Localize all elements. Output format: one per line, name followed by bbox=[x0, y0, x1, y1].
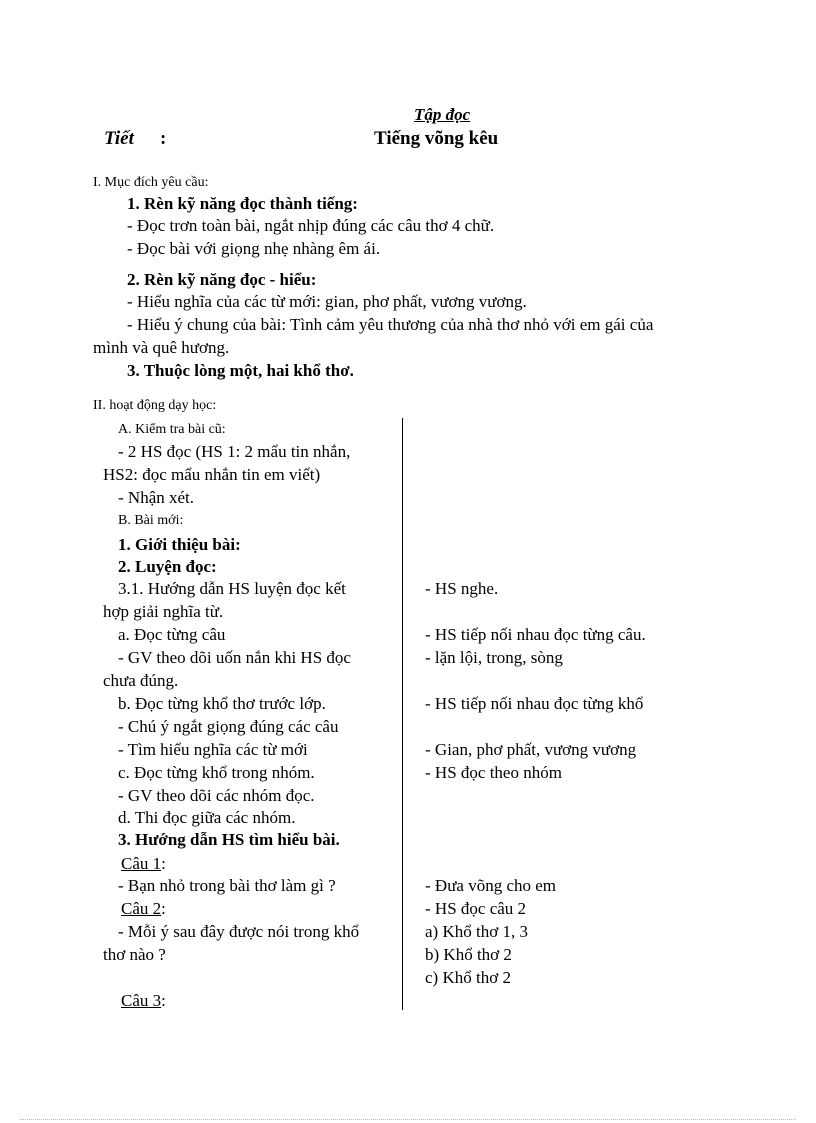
bai-moi-heading: B. Bài mới: bbox=[118, 513, 184, 528]
right-tu-moi: - Gian, phơ phất, vương vương bbox=[425, 740, 637, 759]
doc-tung-cau: a. Đọc từng câu bbox=[118, 625, 226, 644]
section1-item1-line2: - Đọc bài với giọng nhẹ nhàng êm ái. bbox=[127, 239, 381, 258]
cau3-label-text: Câu 3 bbox=[121, 991, 162, 1010]
kiem-tra-line1b: HS2: đọc mẩu nhắn tin em viết) bbox=[103, 465, 321, 484]
tim-hieu-bai: 3. Hướng dẫn HS tìm hiểu bài. bbox=[118, 830, 340, 849]
section1-item1-title: 1. Rèn kỹ năng đọc thành tiếng: bbox=[127, 194, 358, 213]
cau2-label bbox=[121, 898, 166, 920]
section2-heading: II. hoạt động dạy học: bbox=[93, 398, 217, 413]
right-doc-cau2: - HS đọc câu 2 bbox=[425, 899, 527, 918]
right-hs-tiep-noi-cau: - HS tiếp nối nhau đọc từng câu. bbox=[425, 625, 646, 644]
cau2-label-text: Câu 2 bbox=[121, 899, 162, 918]
gv-theo-doi-nhom: - GV theo dõi các nhóm đọc. bbox=[118, 786, 315, 805]
gv-theo-doi-line-b: chưa đúng. bbox=[103, 671, 179, 690]
right-answer-b: b) Khổ thơ 2 bbox=[425, 945, 512, 964]
subject-label: Tập đọc bbox=[414, 105, 471, 124]
cau2-colon: : bbox=[161, 899, 166, 918]
gioi-thieu-bai: 1. Giới thiệu bài: bbox=[118, 535, 241, 554]
tiet-label: Tiết bbox=[104, 128, 134, 149]
section1-item2-line2b: mình và quê hương. bbox=[93, 338, 230, 357]
tiet-colon: : bbox=[160, 128, 167, 149]
cau3-colon: : bbox=[161, 991, 166, 1010]
kiem-tra-line2: - Nhận xét. bbox=[118, 488, 195, 507]
right-dua-vong: - Đưa võng cho em bbox=[425, 876, 557, 895]
right-answer-c: c) Khổ thơ 2 bbox=[425, 968, 511, 987]
cau1-label-text: Câu 1 bbox=[121, 854, 162, 873]
doc-trong-nhom: c. Đọc từng khổ trong nhóm. bbox=[118, 763, 315, 782]
column-divider bbox=[402, 418, 403, 1010]
tim-hieu-tu-moi: - Tìm hiểu nghĩa các từ mới bbox=[118, 740, 308, 759]
cau2-question-a: - Mỗi ý sau đây được nói trong khổ bbox=[118, 922, 360, 941]
cau1-colon: : bbox=[161, 854, 166, 873]
doc-tung-kho: b. Đọc từng khổ thơ trước lớp. bbox=[118, 694, 326, 713]
right-tu-kho: - lặn lội, trong, sòng bbox=[425, 648, 563, 667]
page-bottom-rule bbox=[20, 1119, 796, 1120]
huong-dan-line-a: 3.1. Hướng dẫn HS luyện đọc kết bbox=[118, 579, 346, 598]
cau1-label bbox=[121, 853, 166, 875]
right-answer-a: a) Khổ thơ 1, 3 bbox=[425, 922, 528, 941]
chu-y-ngat-giong: - Chú ý ngắt giọng đúng các câu bbox=[118, 717, 339, 736]
section1-heading: I. Mục đích yêu cầu: bbox=[93, 175, 209, 190]
section1-item2-title: 2. Rèn kỹ năng đọc - hiểu: bbox=[127, 270, 317, 289]
right-hs-nghe: - HS nghe. bbox=[425, 579, 499, 598]
kiem-tra-line1a: - 2 HS đọc (HS 1: 2 mẩu tin nhắn, bbox=[118, 442, 351, 461]
page-title: Tiếng võng kêu bbox=[374, 128, 499, 149]
cau2-question-b: thơ nào ? bbox=[103, 945, 166, 964]
right-doc-theo-nhom: - HS đọc theo nhóm bbox=[425, 763, 562, 782]
thi-doc: d. Thi đọc giữa các nhóm. bbox=[118, 808, 296, 827]
section1-item2-line2a: - Hiểu ý chung của bài: Tình cảm yêu thương của nhà thơ nhỏ với em gái của bbox=[127, 315, 654, 334]
section1-item3-title: 3. Thuộc lòng một, hai khổ thơ. bbox=[127, 361, 354, 380]
cau1-question: - Bạn nhỏ trong bài thơ làm gì ? bbox=[118, 876, 336, 895]
section1-item2-line1: - Hiểu nghĩa của các từ mới: gian, phơ phất, vương vương. bbox=[127, 292, 527, 311]
section1-item1-line1: - Đọc trơn toàn bài, ngắt nhịp đúng các câu thơ 4 chữ. bbox=[127, 216, 495, 235]
huong-dan-line-b: hợp giải nghĩa từ. bbox=[103, 602, 224, 621]
gv-theo-doi-line-a: - GV theo dõi uốn nắn khi HS đọc bbox=[118, 648, 351, 667]
luyen-doc: 2. Luyện đọc: bbox=[118, 557, 217, 576]
kiem-tra-heading: A. Kiểm tra bài cũ: bbox=[118, 422, 226, 437]
cau3-label bbox=[121, 990, 166, 1012]
right-hs-tiep-noi-kho: - HS tiếp nối nhau đọc từng khổ bbox=[425, 694, 644, 713]
